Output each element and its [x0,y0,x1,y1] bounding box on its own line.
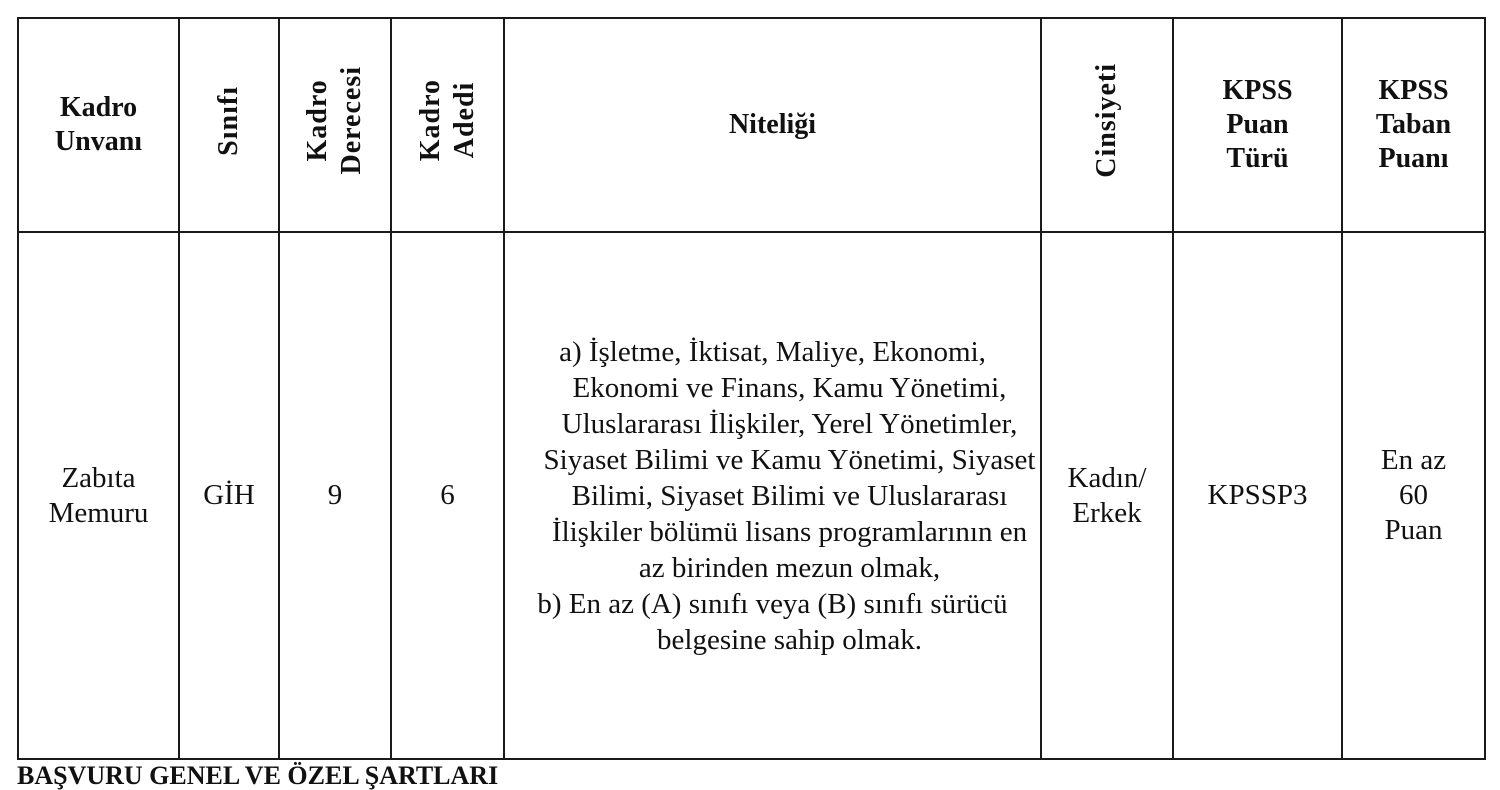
header-line: Taban [1375,109,1452,140]
header-row [18,18,1485,232]
cell-line: Puan [1384,514,1443,546]
cell-sinifi: GİH [179,232,279,759]
header-line: KPSS [1222,75,1293,106]
header-label: Sınıfı [213,85,244,156]
header-line: KPSS [1378,75,1449,106]
header-kadro-unvani [18,18,179,232]
header-line: Türü [1226,143,1289,174]
cell-kadro-unvani [18,232,179,759]
section-heading-partial: BAŞVURU GENEL VE ÖZEL ŞARTLARI [17,761,499,790]
header-line: Kadro [302,79,333,162]
requirement-a: a) İşletme, İktisat, Maliye, Ekonomi, Ekonomi ve Finans, Kamu Yönetimi, Uluslararası İlişkiler, Yerel Yönetimler, Siyaset Bilimi ve Kamu Yönetimi, Siyaset Bilimi, Siyaset Bilimi ve Uluslararası İlişkiler bölümü lisans programlarının en az birinden mezun olmak, [543,335,1036,584]
cell-line: 60 [1399,479,1428,511]
header-line: Adedi [448,82,480,159]
header-line: Unvanı [54,126,143,157]
header-line: Puan [1226,109,1289,140]
cell-line: Memuru [48,496,149,529]
header-niteligi [504,18,1041,232]
header-line: Kadro [414,79,446,162]
cell-kadro-adedi: 6 [391,232,504,759]
header-label [301,66,369,175]
cell-line: En az [1380,444,1447,476]
header-kadro-adedi [391,18,504,232]
header-kpss-puan-turu [1173,18,1342,232]
header-kpss-taban-puani [1342,18,1485,232]
header-label: Cinsiyeti [1091,63,1122,178]
cell-cinsiyeti [1041,232,1173,759]
cell-kadro-derecesi: 9 [279,232,391,759]
cell-line: Erkek [1072,496,1142,529]
cell-kpss-puan-turu: KPSSP3 [1173,232,1342,759]
cell-line: Kadın/ [1067,461,1147,494]
requirement-b: b) En az (A) sınıfı veya (B) sınıfı sürücü belgesine sahip olmak. [537,587,1008,656]
header-line: Puanı [1378,143,1449,174]
cell-kpss-taban-puani [1342,232,1485,759]
header-line: Derecesi [336,66,367,175]
header-line: Kadro [59,92,138,123]
header-label [414,79,482,161]
cell-line: Zabıta [61,461,136,494]
header-sinifi [179,18,279,232]
position-table [17,17,1486,760]
table-row [18,232,1485,759]
header-kadro-derecesi [279,18,391,232]
cell-niteligi [504,232,1041,759]
header-label: Niteliği [728,109,817,140]
header-cinsiyeti [1041,18,1173,232]
